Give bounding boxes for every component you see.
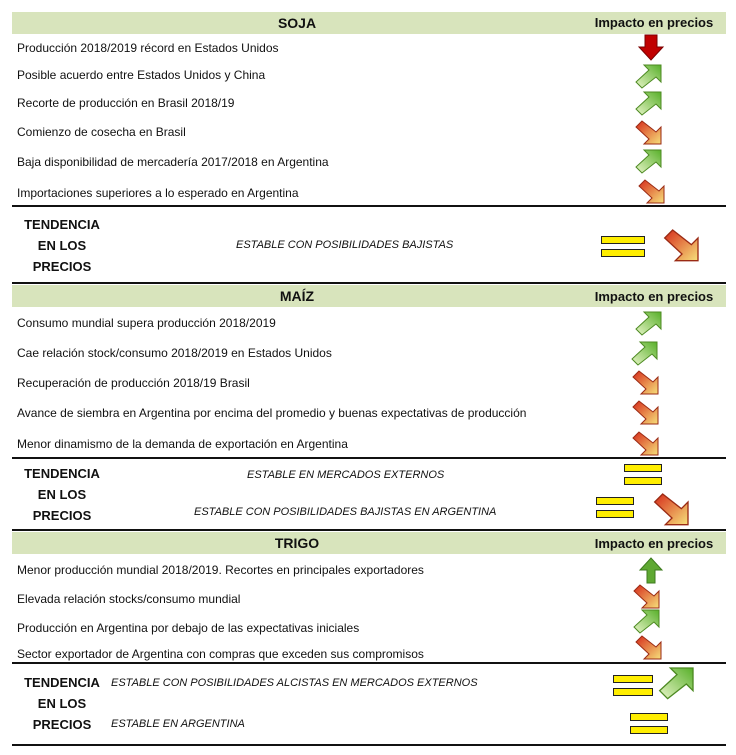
soja-item-1: Producción 2018/2019 récord en Estados Unidos xyxy=(17,41,279,55)
trigo-impact-header: Impacto en precios xyxy=(594,536,714,551)
trigo-item-1: Menor producción mundial 2018/2019. Recortes en principales exportadores xyxy=(17,563,424,577)
soja-item-2: Posible acuerdo entre Estados Unidos y China xyxy=(17,68,266,82)
trigo-item-3: Producción en Argentina por debajo de las expectativas iniciales xyxy=(17,621,360,635)
down-right-arrow-icon xyxy=(634,633,664,663)
down-right-arrow-icon xyxy=(631,429,661,459)
up-right-arrow-icon xyxy=(630,339,660,369)
maiz-item-4: Avance de siembra en Argentina por encima del promedio y buenas expectativas de producción xyxy=(17,406,527,420)
maiz-item-1: Consumo mundial supera producción 2018/2019 xyxy=(17,316,276,330)
up-right-arrow-icon xyxy=(634,309,664,339)
soja-title: SOJA xyxy=(277,15,317,31)
down-right-arrow-icon xyxy=(662,226,702,266)
maiz-item-2: Cae relación stock/consumo 2018/2019 en Estados Unidos xyxy=(17,346,332,360)
trigo-tendency-external: ESTABLE CON POSIBILIDADES ALCISTAS EN MERCADOS EXTERNOS xyxy=(111,677,478,689)
up-right-arrow-icon xyxy=(634,147,664,177)
soja-tendency-label: TENDENCIA EN LOS PRECIOS xyxy=(24,217,100,274)
stable-equals-icon xyxy=(601,236,645,259)
soja-item-5: Baja disponibilidad de mercadería 2017/2018 en Argentina xyxy=(17,155,329,169)
maiz-tendency-argentina: ESTABLE CON POSIBILIDADES BAJISTAS EN ARGENTINA xyxy=(194,506,497,518)
soja-impact-header: Impacto en precios xyxy=(594,15,714,30)
stable-equals-icon xyxy=(613,675,653,698)
strong-down-arrow-icon xyxy=(636,33,666,63)
trigo-item-4: Sector exportador de Argentina con compras que exceden sus compromisos xyxy=(17,647,424,661)
down-right-arrow-icon xyxy=(631,398,661,428)
maiz-divider xyxy=(12,457,726,459)
down-right-arrow-icon xyxy=(637,177,667,207)
down-right-arrow-icon xyxy=(631,368,661,398)
soja-bottom-rule xyxy=(12,282,726,284)
trigo-divider xyxy=(12,662,726,664)
up-arrow-icon xyxy=(636,555,666,585)
stable-equals-icon xyxy=(630,713,668,736)
up-right-arrow-icon xyxy=(634,89,664,119)
up-right-arrow-icon xyxy=(657,664,697,704)
soja-item-6: Importaciones superiores a lo esperado en Argentina xyxy=(17,186,299,200)
trigo-bottom-rule xyxy=(12,744,726,746)
maiz-title: MAÍZ xyxy=(279,288,315,304)
up-right-arrow-icon xyxy=(634,62,664,92)
maiz-tendency-label: TENDENCIA EN LOS PRECIOS xyxy=(24,466,100,523)
maiz-tendency-external: ESTABLE EN MERCADOS EXTERNOS xyxy=(247,469,445,481)
soja-item-3: Recorte de producción en Brasil 2018/19 xyxy=(17,96,235,110)
trigo-tendency-label: TENDENCIA EN LOS PRECIOS xyxy=(24,675,100,732)
maiz-item-5: Menor dinamismo de la demanda de exportación en Argentina xyxy=(17,437,348,451)
maiz-impact-header: Impacto en precios xyxy=(594,289,714,304)
maiz-bottom-rule xyxy=(12,529,726,531)
stable-equals-icon xyxy=(624,464,662,487)
trigo-title: TRIGO xyxy=(274,535,320,551)
trigo-tendency-argentina: ESTABLE EN ARGENTINA xyxy=(111,718,245,730)
maiz-item-3: Recuperación de producción 2018/19 Brasil xyxy=(17,376,250,390)
stable-equals-icon xyxy=(596,497,634,520)
trigo-item-2: Elevada relación stocks/consumo mundial xyxy=(17,592,241,606)
down-right-arrow-icon xyxy=(634,118,664,148)
soja-item-4: Comienzo de cosecha en Brasil xyxy=(17,125,186,139)
soja-divider xyxy=(12,205,726,207)
soja-tendency-text: ESTABLE CON POSIBILIDADES BAJISTAS xyxy=(236,239,454,251)
down-right-arrow-icon xyxy=(652,490,692,530)
